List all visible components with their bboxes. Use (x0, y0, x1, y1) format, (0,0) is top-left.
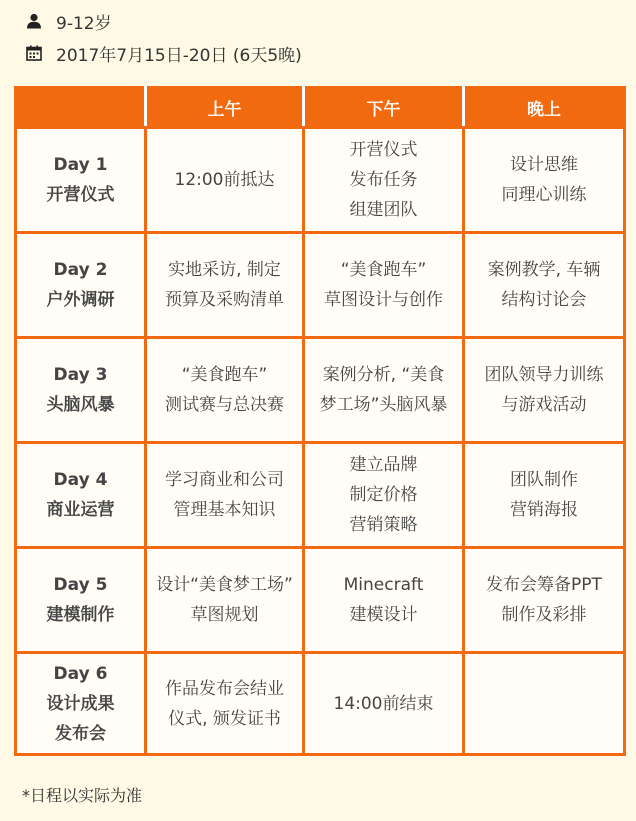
morning-activity: 实地采访, 制定 (168, 260, 281, 280)
day-number: Day 5 (53, 575, 108, 595)
afternoon-cell (304, 548, 464, 653)
morning-cell (146, 233, 304, 338)
morning-cell (146, 443, 304, 548)
afternoon-cell (304, 338, 464, 443)
morning-cell (146, 338, 304, 443)
day-number: Day 1 (53, 155, 108, 175)
morning-activity: “美食跑车” (181, 365, 268, 385)
header-row (16, 88, 625, 128)
table-row (16, 338, 625, 443)
day-cell (16, 548, 146, 653)
header-afternoon: 下午 (304, 88, 464, 128)
afternoon-activity: 案例分析, “美食 (322, 365, 445, 385)
morning-activity: 设计“美食梦工场” (156, 575, 293, 595)
evening-cell (464, 233, 625, 338)
afternoon-activity: 建立品牌 (349, 455, 418, 475)
evening-cell (464, 443, 625, 548)
date-info (26, 40, 302, 66)
schedule-body (16, 128, 625, 755)
evening-cell (464, 338, 625, 443)
evening-activity: 团队领导力训练 (484, 365, 604, 385)
afternoon-activity: 组建团队 (349, 200, 418, 220)
table-row (16, 233, 625, 338)
day-cell (16, 443, 146, 548)
morning-cell (146, 128, 304, 233)
morning-cell (146, 548, 304, 653)
morning-activity: 学习商业和公司 (165, 470, 284, 490)
day-cell (16, 233, 146, 338)
header-morning: 上午 (146, 88, 304, 128)
afternoon-activity: 梦工场”头脑风暴 (319, 395, 448, 415)
evening-activity: 团队制作 (510, 470, 578, 490)
morning-activity: 预算及采购清单 (165, 290, 284, 310)
day-title: 发布会 (55, 723, 106, 744)
afternoon-activity: Minecraft (343, 575, 424, 595)
day-title: 建模制作 (46, 605, 115, 625)
evening-cell (464, 128, 625, 233)
day-number: Day 6 (53, 663, 108, 684)
evening-activity: 设计思维 (510, 155, 578, 175)
evening-activity: 结构讨论会 (501, 290, 587, 310)
day-title: 户外调研 (46, 290, 115, 310)
morning-activity: 仪式, 颁发证书 (168, 708, 281, 729)
header-day (16, 88, 146, 128)
afternoon-activity: 营销策略 (349, 515, 418, 535)
day-number: Day 4 (53, 470, 108, 490)
afternoon-cell (304, 443, 464, 548)
schedule-table (14, 86, 626, 756)
afternoon-activity: “美食跑车” (340, 260, 427, 280)
morning-activity: 作品发布会结业 (165, 678, 284, 699)
afternoon-cell (304, 653, 464, 755)
morning-cell (146, 653, 304, 755)
day-cell (16, 338, 146, 443)
evening-activity: 同理心训练 (501, 185, 587, 205)
day-title: 头脑风暴 (46, 395, 115, 415)
day-title: 设计成果 (46, 693, 115, 714)
table-row (16, 443, 625, 548)
evening-activity: 发布会筹备PPT (486, 575, 602, 595)
header-evening: 晚上 (464, 88, 625, 128)
evening-activity: 与游戏活动 (501, 395, 587, 415)
date-text: 2017年7月15日-20日 (6天5晚) (56, 45, 302, 66)
day-number: Day 2 (53, 260, 108, 280)
afternoon-cell (304, 233, 464, 338)
table-row (16, 548, 625, 653)
morning-activity: 管理基本知识 (173, 500, 276, 520)
day-title: 商业运营 (46, 500, 115, 520)
day-cell (16, 128, 146, 233)
day-title: 开营仪式 (46, 185, 115, 205)
age-info (26, 8, 112, 34)
morning-activity: 测试赛与总决赛 (165, 395, 284, 415)
afternoon-cell (304, 128, 464, 233)
evening-activity: 案例教学, 车辆 (487, 260, 601, 280)
footnote: *日程以实际为准 (22, 786, 143, 805)
day-number: Day 3 (53, 365, 108, 385)
evening-activity: 制作及彩排 (501, 605, 587, 625)
person-icon (26, 13, 42, 29)
table-row (16, 653, 625, 755)
evening-cell (464, 653, 625, 755)
morning-activity: 12:00前抵达 (174, 170, 275, 190)
evening-activity: 营销海报 (510, 500, 578, 520)
evening-cell (464, 548, 625, 653)
calendar-icon (26, 45, 42, 61)
age-text: 9-12岁 (56, 13, 112, 34)
afternoon-activity: 发布任务 (349, 170, 418, 190)
afternoon-activity: 草图设计与创作 (324, 290, 443, 310)
table-row (16, 128, 625, 233)
afternoon-activity: 14:00前结束 (333, 693, 434, 714)
afternoon-activity: 制定价格 (349, 485, 418, 505)
afternoon-activity: 建模设计 (349, 605, 418, 625)
morning-activity: 草图规划 (190, 605, 259, 625)
day-cell (16, 653, 146, 755)
afternoon-activity: 开营仪式 (349, 140, 418, 160)
